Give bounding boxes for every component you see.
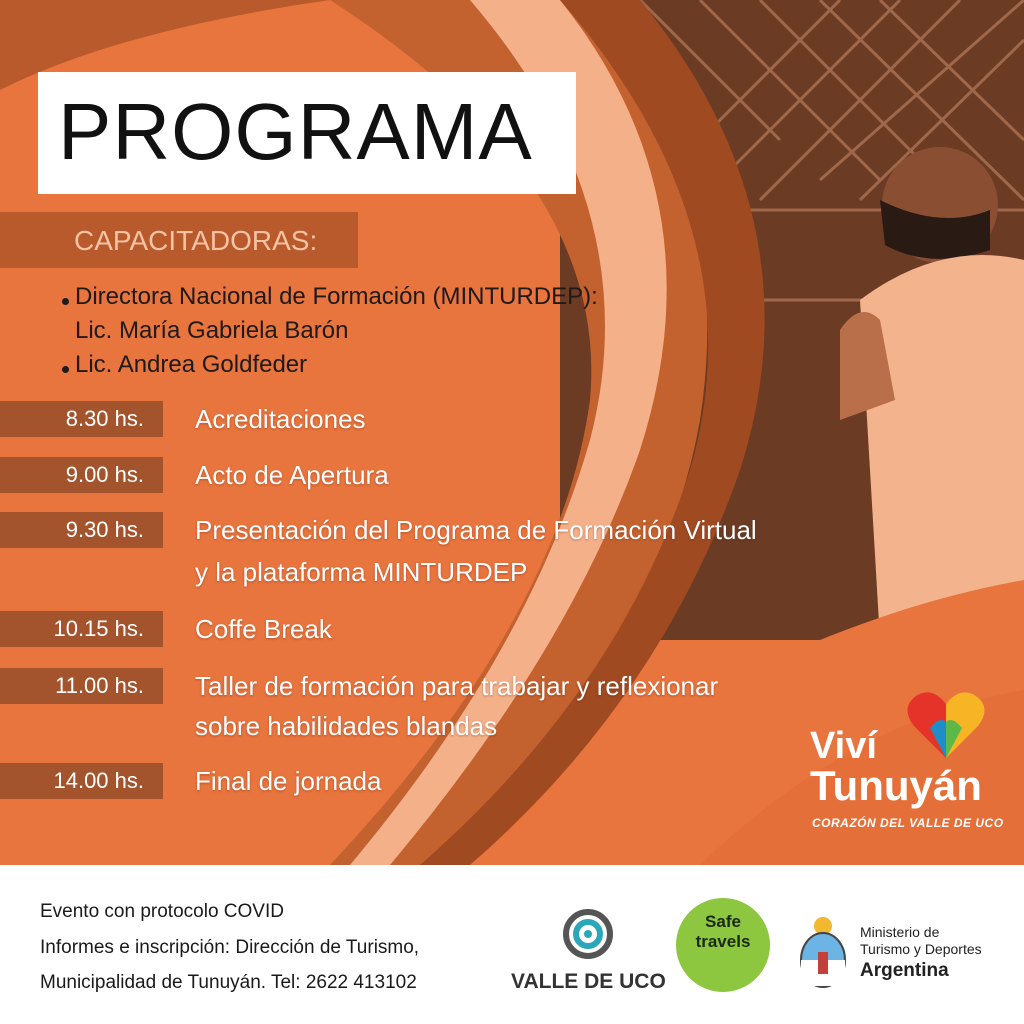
schedule-time: 10.15 hs. [0,611,163,647]
travels-word: travels [695,932,751,951]
trainer-name: Lic. Andrea Goldfeder [75,351,308,378]
schedule-time: 9.00 hs. [0,457,163,493]
brand-tagline: CORAZÓN DEL VALLE DE UCO [812,816,1004,830]
ministry-line: Turismo y Deportes [860,941,982,957]
schedule-activity: Coffe Break [195,614,332,644]
trainer-name: Directora Nacional de Formación (MINTURDEP): [75,283,598,310]
trainers-heading: CAPACITADORAS: [74,225,318,256]
schedule-activity: Presentación del Programa de Formación Virtual [195,515,757,545]
footer-line: Evento con protocolo COVID [40,901,284,922]
vivi-tunuyan-logo [810,688,1010,838]
safe-word: Safe [705,912,741,931]
schedule-time: 8.30 hs. [0,401,163,437]
trainer-item [62,348,598,382]
valle-swirl-icon [562,908,614,960]
schedule-time: 11.00 hs. [0,668,163,704]
schedule-activity-continued: y la plataforma MINTURDEP [195,557,528,587]
brand-line1: Viví [810,725,877,767]
schedule-activity: Final de jornada [195,766,382,796]
valle-logo-text: VALLE DE UCO [511,970,666,993]
ministry-line: Ministerio de [860,924,940,940]
footer-line: Municipalidad de Tunuyán. Tel: 2622 413102 [40,972,417,993]
heart-logo-icon [906,688,986,762]
bullet-icon [62,298,69,305]
schedule-activity: Acreditaciones [195,404,366,434]
trainer-item [62,280,598,314]
schedule-time: 14.00 hs. [0,763,163,799]
trainer-name: Lic. María Gabriela Barón [75,317,349,344]
argentina-shield-icon [796,916,850,990]
page-title: PROGRAMA [58,87,533,176]
ministry-logo [796,912,1020,996]
brand-line2: Tunuyán [810,762,982,809]
ministry-country: Argentina [860,960,949,981]
ministry-name [860,924,982,958]
safe-travels-text [676,912,770,952]
trainers-list [62,280,598,382]
footer-line: Informes e inscripción: Dirección de Turismo, [40,937,420,958]
safe-travels-logo [676,898,770,992]
valle-de-uco-logo [508,908,668,1000]
trainer-item-continued [62,314,598,348]
schedule-activity-continued: sobre habilidades blandas [195,711,498,741]
schedule-activity: Taller de formación para trabajar y reflexionar [195,671,719,701]
schedule-time: 9.30 hs. [0,512,163,548]
schedule-activity: Acto de Apertura [195,460,389,490]
bullet-icon [62,366,69,373]
